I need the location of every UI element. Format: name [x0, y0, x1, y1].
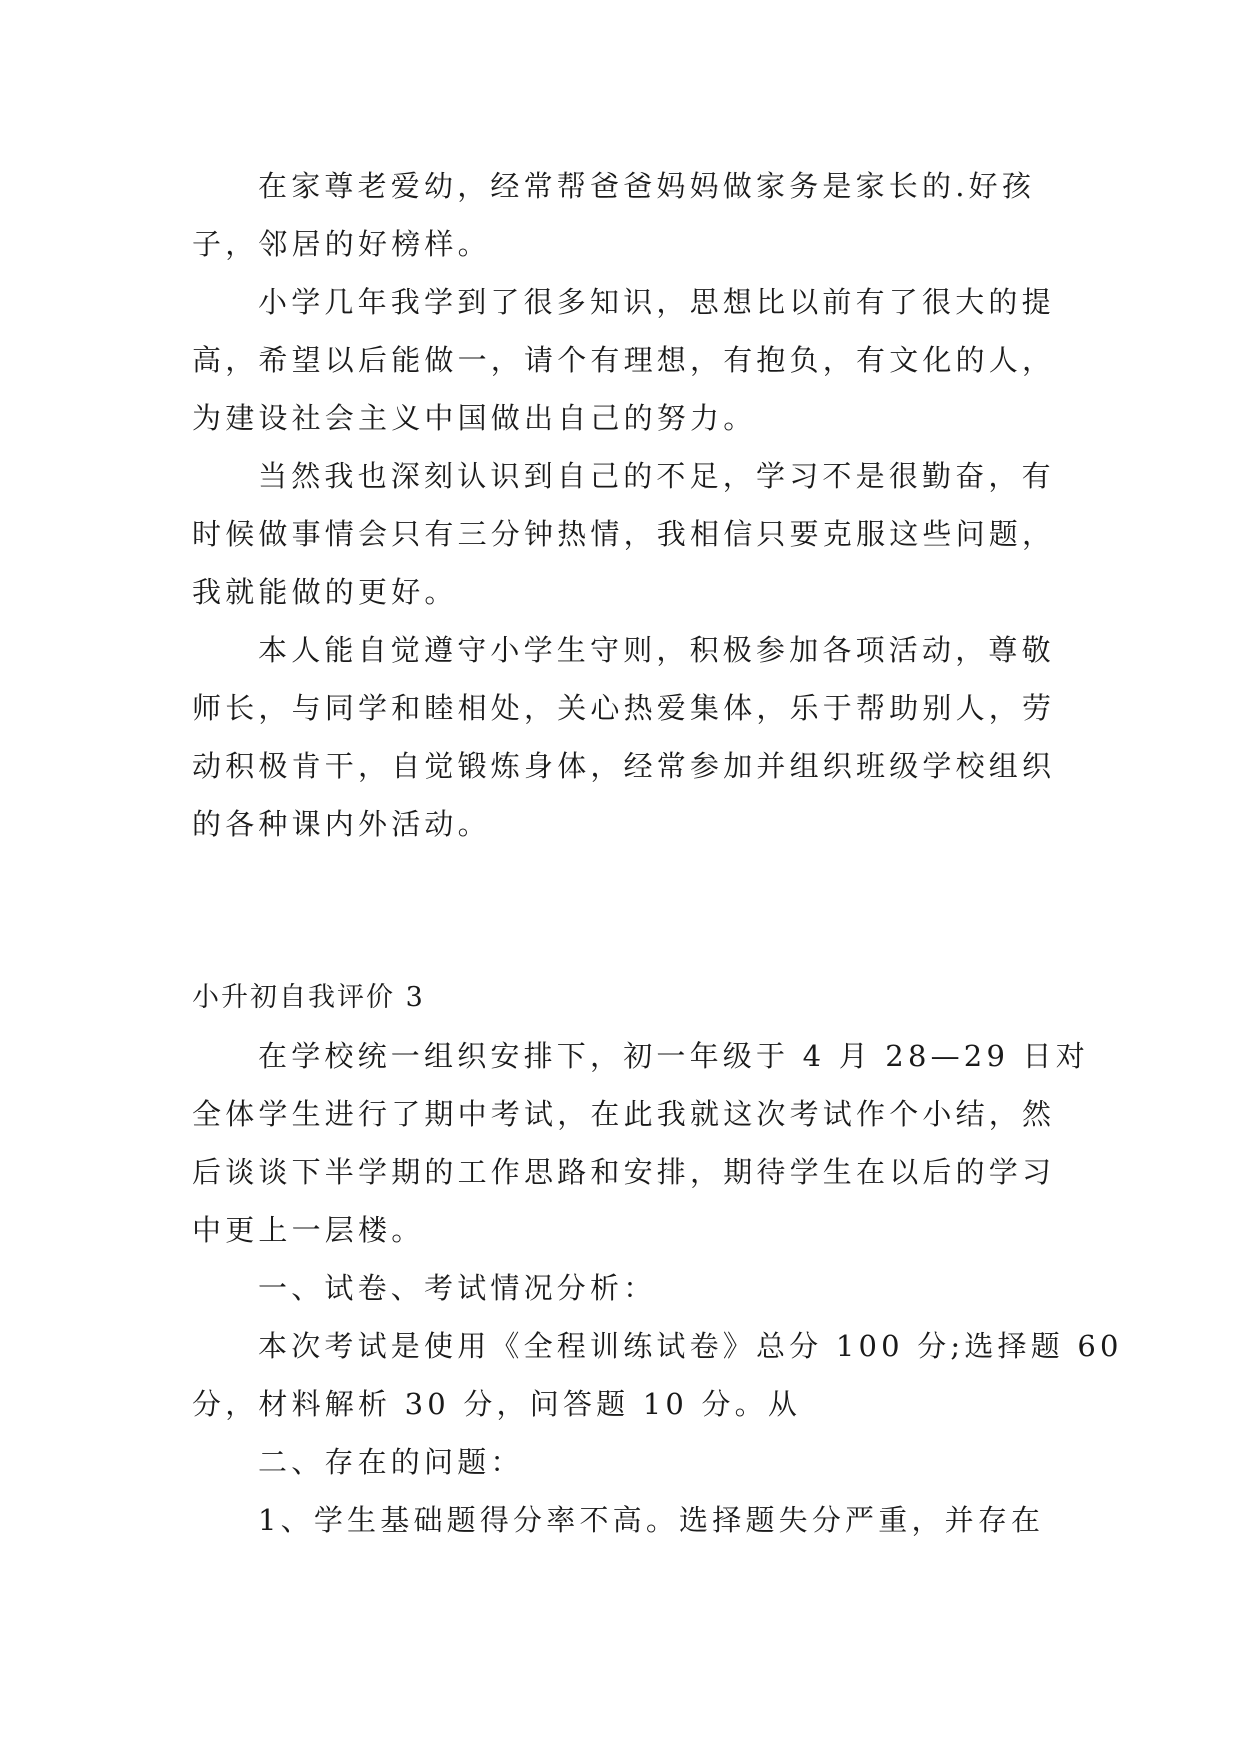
paragraph-line: 全体学生进行了期中考试，在此我就这次考试作个小结，然	[192, 1097, 1056, 1131]
paragraph-line: 子，邻居的好榜样。	[192, 227, 491, 261]
paragraph-line: 二、存在的问题：	[258, 1445, 524, 1479]
paragraph-line: 时候做事情会只有三分钟热情，我相信只要克服这些问题，	[192, 517, 1056, 551]
paragraph-line: 一、试卷、考试情况分析：	[258, 1271, 657, 1305]
paragraph-line: 的各种课内外活动。	[192, 807, 491, 841]
paragraph-line: 动积极肯干，自觉锻炼身体，经常参加并组织班级学校组织	[192, 749, 1056, 783]
paragraph-line: 在家尊老爱幼，经常帮爸爸妈妈做家务是家长的.好孩	[258, 169, 1036, 203]
paragraph-line: 分，材料解析 30 分，问答题 10 分。从	[192, 1387, 802, 1421]
paragraph-line: 师长，与同学和睦相处，关心热爱集体，乐于帮助别人，劳	[192, 691, 1056, 725]
paragraph-line: 小学几年我学到了很多知识，思想比以前有了很大的提	[258, 285, 1055, 319]
paragraph-line: 本人能自觉遵守小学生守则，积极参加各项活动，尊敬	[258, 633, 1055, 667]
paragraph-line: 1、学生基础题得分率不高。选择题失分严重，并存在	[258, 1503, 1045, 1537]
section-heading: 小升初自我评价 3	[192, 982, 425, 1013]
paragraph-line: 后谈谈下半学期的工作思路和安排，期待学生在以后的学习	[192, 1155, 1056, 1189]
paragraph-line: 在学校统一组织安排下，初一年级于 4 月 28—29 日对	[258, 1039, 1089, 1073]
paragraph-line: 中更上一层楼。	[192, 1213, 425, 1247]
paragraph-line: 高，希望以后能做一，请个有理想，有抱负，有文化的人，	[192, 343, 1056, 377]
paragraph-line: 当然我也深刻认识到自己的不足，学习不是很勤奋，有	[258, 459, 1055, 493]
paragraph-line: 为建设社会主义中国做出自己的努力。	[192, 401, 757, 435]
paragraph-line: 本次考试是使用《全程训练试卷》总分 100 分;选择题 60	[258, 1329, 1123, 1363]
paragraph-line: 我就能做的更好。	[192, 575, 458, 609]
